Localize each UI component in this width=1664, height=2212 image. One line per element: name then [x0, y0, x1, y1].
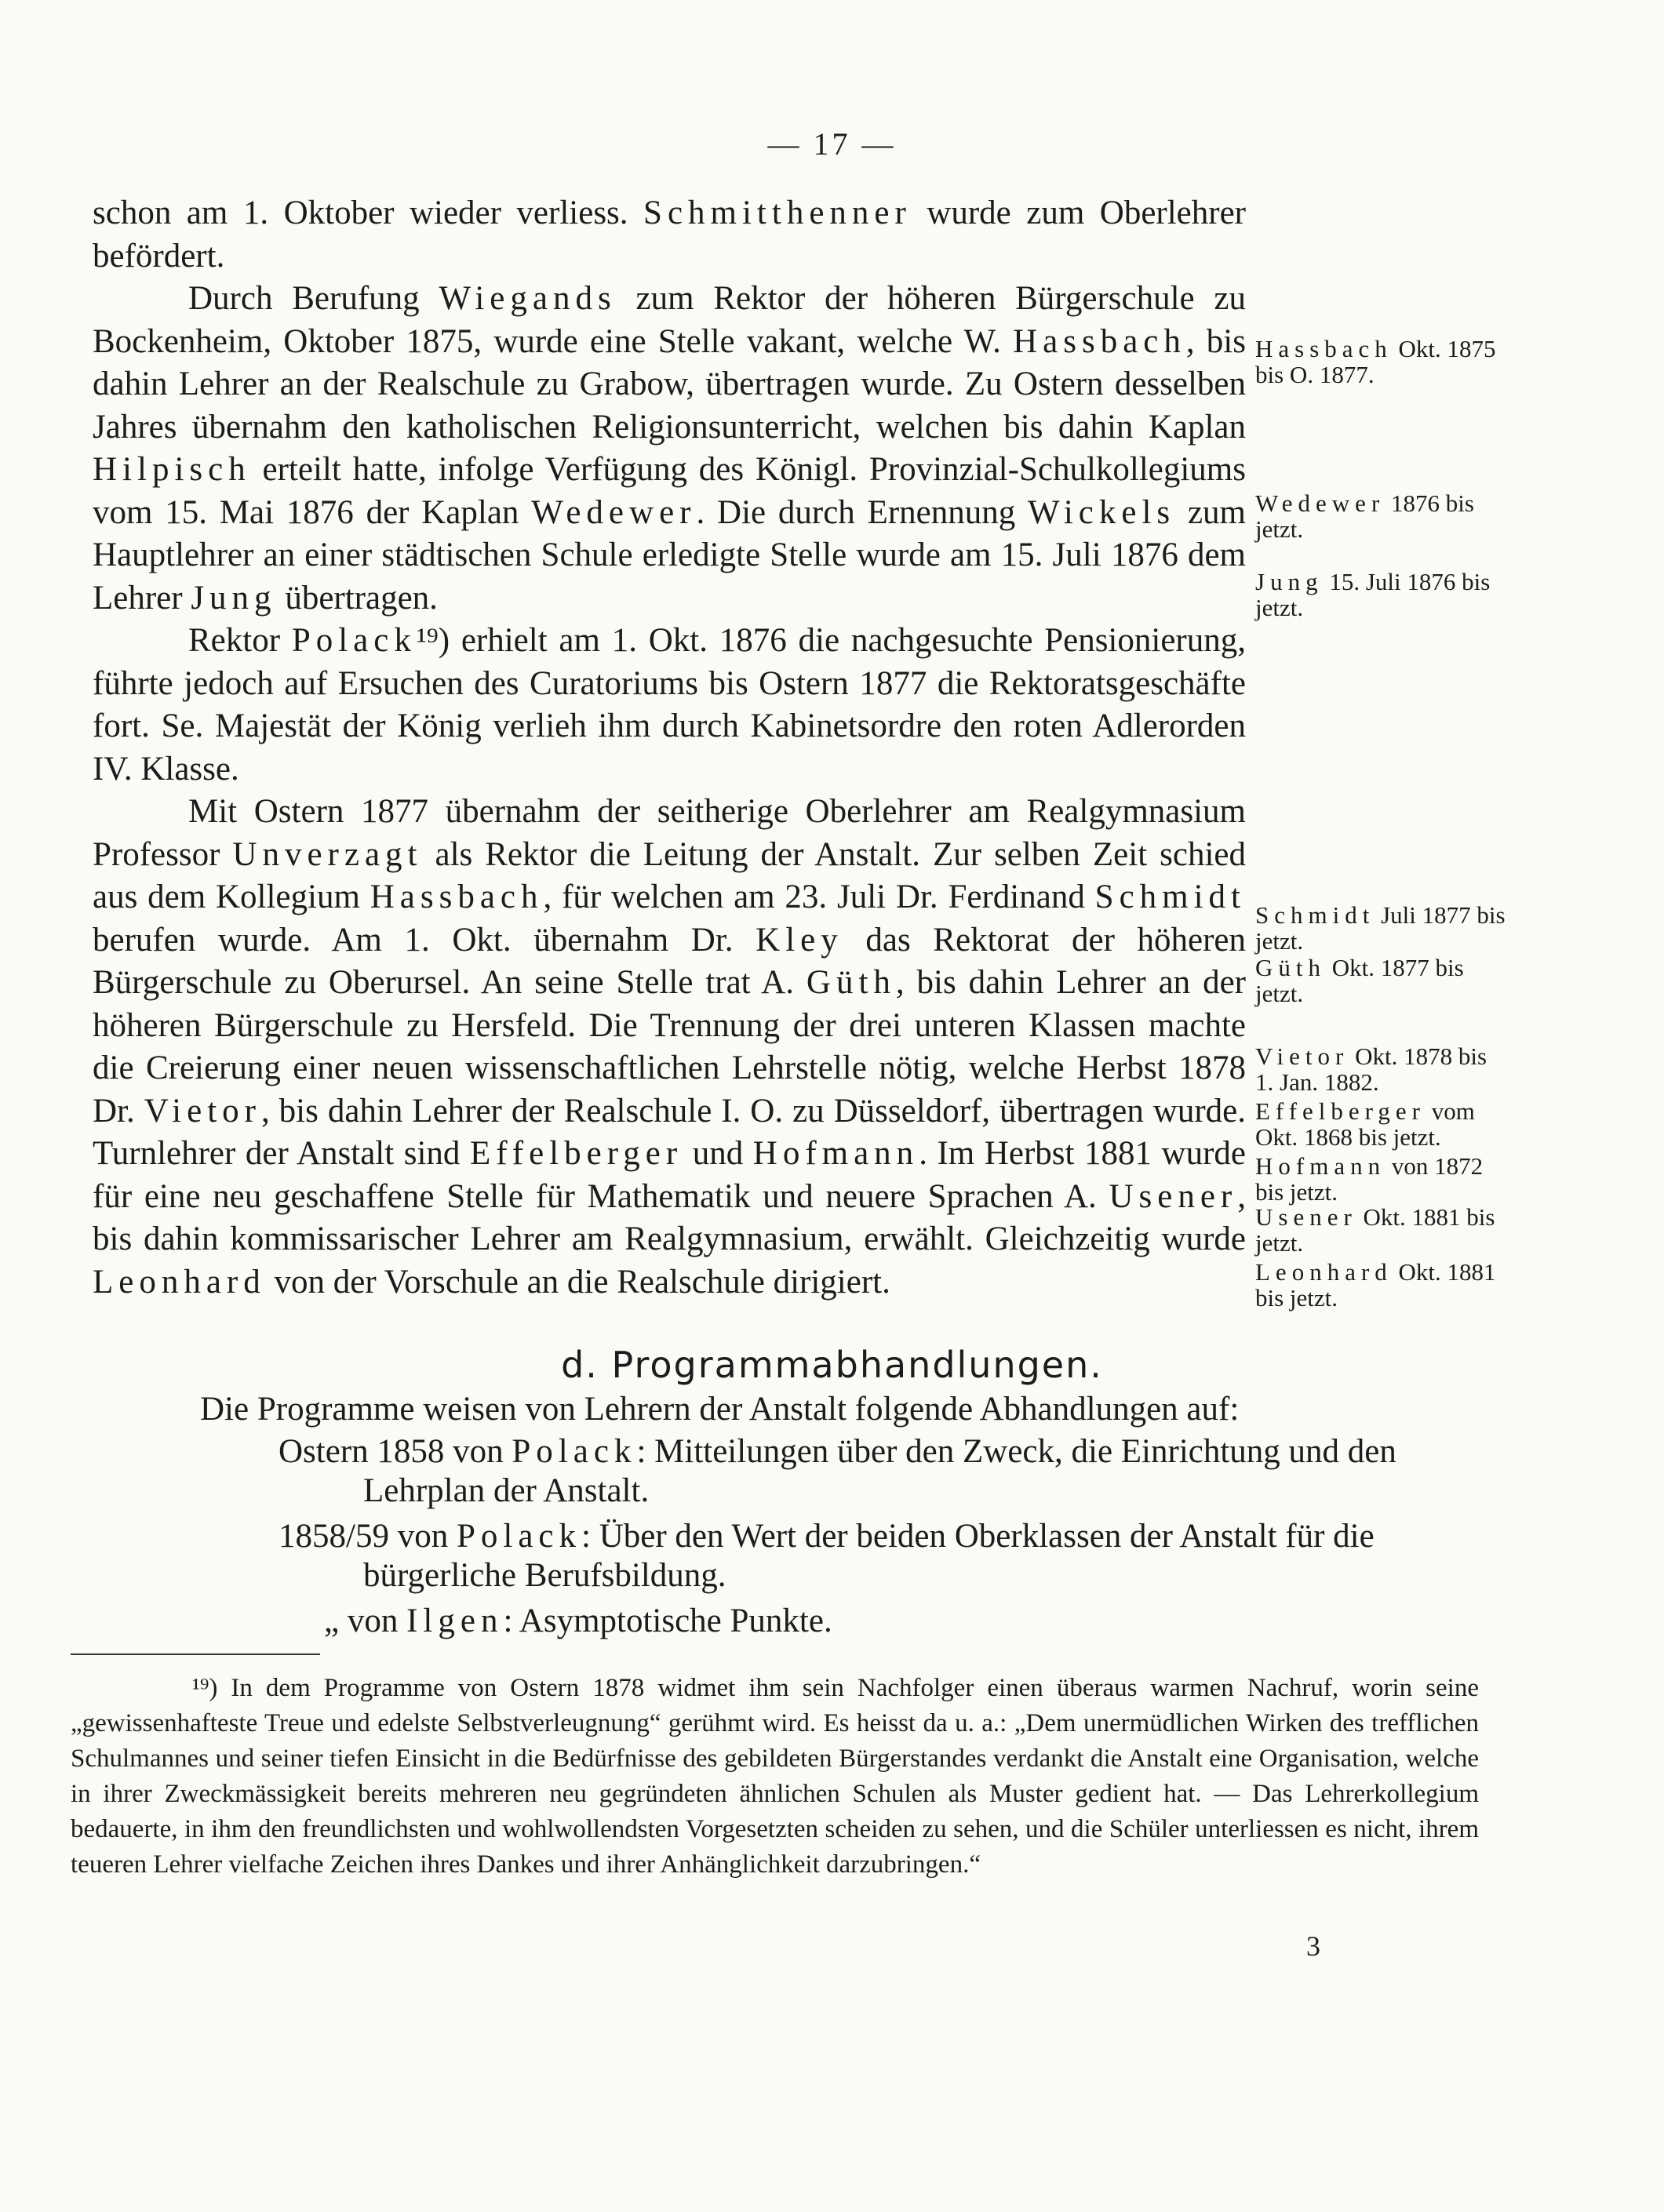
- paragraph-text: wurde zum Oberlehrer befördert.: [93, 195, 1246, 275]
- paragraph-text: , bis dahin Lehrer der Realschule I. O. zu Düsseldorf, übertragen wurde. Turnlehrer der Anstalt sind: [93, 1092, 1246, 1172]
- paragraph-text: . Die durch Ernennung: [696, 493, 1028, 531]
- person-name: Schmitthenner: [643, 195, 912, 231]
- program-item: [279, 1517, 1487, 1595]
- main-text: [93, 192, 1246, 1304]
- person-name: Hassbach: [370, 879, 544, 915]
- paragraph-text: und: [683, 1135, 753, 1172]
- margin-note-usener: [1255, 1204, 1506, 1256]
- paragraph-text: Durch Berufung: [188, 280, 439, 317]
- program-intro: Die Programme weisen von Lehrern der Anstalt folgende Abhandlungen auf:: [200, 1391, 1240, 1428]
- paragraph-text: Mit Ostern 1877 übernahm der seitherige Oberlehrer am Realgymnasium Professor: [93, 793, 1246, 873]
- margin-note-name: Jung: [1255, 568, 1324, 595]
- footnote-divider: [71, 1654, 320, 1655]
- margin-note-name: Hofmann: [1255, 1152, 1386, 1180]
- program-date: „ von: [324, 1603, 407, 1639]
- program-author: Polack: [512, 1433, 637, 1470]
- margin-note-name: Leonhard: [1255, 1258, 1393, 1286]
- margin-note-text: Okt. 1875 bis O. 1877.: [1255, 335, 1496, 388]
- person-name: Vietor: [144, 1092, 261, 1130]
- margin-note-vietor: [1255, 1043, 1506, 1095]
- margin-note-name: Wedewer: [1255, 489, 1385, 517]
- person-name: Hofmann: [752, 1135, 919, 1172]
- margin-note-text: Juli 1877 bis jetzt.: [1255, 901, 1506, 955]
- paragraph-text: übertragen.: [276, 579, 438, 617]
- paragraph-text: Rektor: [188, 622, 292, 659]
- signature-mark: 3: [1306, 1930, 1320, 1962]
- program-list: [279, 1432, 1487, 1647]
- paragraph-p2: [93, 278, 1246, 620]
- paragraph-text: zum Hauptlehrer an einer städtischen Schule erledigte Stelle wurde am 15. Juli 1876 dem Lehrer: [93, 493, 1246, 617]
- program-title-cont: bürgerliche Berufsbildung.: [363, 1557, 726, 1594]
- paragraph-p1: [93, 192, 1246, 278]
- program-title-cont: Lehrplan der Anstalt.: [363, 1472, 650, 1509]
- margin-note-text: Okt. 1881 bis jetzt.: [1255, 1203, 1495, 1257]
- person-name: Wiegands: [439, 280, 617, 317]
- paragraph-text: von der Vorschule an die Realschule dirigiert.: [265, 1263, 890, 1301]
- margin-note-name: Usener: [1255, 1203, 1357, 1231]
- paragraph-text: erteilt hatte, infolge Verfügung des Königl. Provinzial-Schulkollegiums vom 15. Mai 1876 der Kaplan: [93, 451, 1246, 531]
- paragraph-p4: [93, 791, 1246, 1304]
- person-name: Hassbach: [1013, 322, 1186, 360]
- margin-note-text: Okt. 1878 bis 1. Jan. 1882.: [1255, 1042, 1487, 1096]
- program-date: Ostern 1858 von: [279, 1433, 512, 1470]
- margin-note-name: Vietor: [1255, 1042, 1349, 1070]
- person-name: Polack: [291, 622, 417, 659]
- paragraph-text: , bis dahin kommissarischer Lehrer am Realgymnasium, erwählt. Gleichzeitig wurde: [93, 1177, 1246, 1257]
- footnote: [71, 1671, 1479, 1883]
- margin-note-gueth: [1255, 955, 1506, 1006]
- program-title: : Mitteilungen über den Zweck, die Einrichtung und den: [636, 1433, 1396, 1470]
- person-name: Kley: [756, 921, 843, 959]
- margin-note-text: von 1872 bis jetzt.: [1255, 1152, 1484, 1206]
- person-name: Hilpisch: [93, 451, 251, 488]
- margin-note-name: Hassbach: [1255, 335, 1393, 362]
- margin-note-text: Okt. 1877 bis jetzt.: [1255, 954, 1464, 1007]
- margin-note-leonhard: [1255, 1259, 1506, 1311]
- program-date: 1858/59 von: [279, 1518, 457, 1555]
- margin-note-effelberger: [1255, 1098, 1506, 1150]
- page-number: — 17 —: [767, 126, 897, 162]
- person-name: Usener: [1109, 1177, 1238, 1215]
- paragraph-text: . Im Herbst 1881 wurde für eine neu geschaffene Stelle für Mathematik und neuere Sprachen A.: [93, 1135, 1247, 1215]
- section-heading: d. Programmabhandlungen.: [561, 1344, 1103, 1386]
- paragraph-text: , für welchen am 23. Juli Dr. Ferdinand: [543, 879, 1095, 915]
- person-name: Güth: [806, 964, 896, 1001]
- person-name: Wedewer: [531, 493, 697, 531]
- footnote-text: In dem Programme von Ostern 1878 widmet ihm sein Nachfolger einen überaus warmen Nachruf, worin seine „gewissenhafteste Treue und edelste Selbstverleugnung“ gerühmt wird. Es heisst da u. a.: „Dem unermüdlichen Wirken des trefflichen Schulmannes und seiner tiefen Einsicht in die Bedürfnisse des gebildeten Bürgerstandes verdankt die Anstalt eine Organisation, welche in ihrer Zweckmässigkeit bereits mehreren neu gegründeten ähnlichen Schulen als Muster gedient hat. — Das Lehrerkollegium bedauerte, in ihm den freundlichsten und wohlwollendsten Vorgesetzten scheiden zu sehen, und die Schüler unterliessen es nicht, ihrem teueren Lehrer vielfache Zeichen ihres Dankes und ihrer Anhänglichkeit darzubringen.“: [71, 1674, 1479, 1879]
- margin-note-wedewer: [1255, 490, 1506, 542]
- paragraph-text: schon am 1. Oktober wieder verliess.: [93, 195, 644, 231]
- margin-note-text: 15. Juli 1876 bis jetzt.: [1255, 568, 1491, 621]
- footnote-marker: ¹⁹): [192, 1674, 218, 1702]
- program-author: Polack: [456, 1518, 581, 1555]
- margin-note-text: 1876 bis jetzt.: [1255, 489, 1474, 543]
- margin-note-text: Okt. 1881 bis jetzt.: [1255, 1258, 1496, 1312]
- margin-note-jung: [1255, 569, 1506, 620]
- person-name: Wickels: [1028, 493, 1176, 531]
- margin-note-text: vom Okt. 1868 bis jetzt.: [1255, 1097, 1475, 1151]
- paragraph-text: das Rektorat der höheren Bürgerschule zu Oberursel. An seine Stelle trat A.: [93, 921, 1246, 1001]
- paragraph-text: ¹⁹) erhielt am 1. Okt. 1876 die nachgesuchte Pensionierung, führte jedoch auf Ersuchen des Curatoriums bis Ostern 1877 die Rektoratsgeschäfte fort. Se. Majestät der König verlieh ihm durch Kabinetsordre den roten Adlerorden IV. Klasse.: [93, 622, 1246, 788]
- person-name: Schmidt: [1094, 879, 1246, 915]
- program-title: : Über den Wert der beiden Oberklassen der Anstalt für die: [581, 1518, 1375, 1555]
- program-author: Ilgen: [406, 1603, 504, 1639]
- person-name: Effelberger: [469, 1135, 683, 1172]
- margin-note-name: Schmidt: [1255, 901, 1375, 929]
- margin-note-hofmann: [1255, 1153, 1506, 1205]
- margin-note-name: Güth: [1255, 954, 1326, 981]
- margin-note-hassbach: [1255, 336, 1506, 387]
- person-name: Jung: [191, 579, 277, 617]
- program-title: : Asymptotische Punkte.: [503, 1603, 832, 1639]
- paragraph-p3: [93, 620, 1246, 791]
- paragraph-text: , bis dahin Lehrer an der höheren Bürgerschule zu Hersfeld. Die Trennung der drei unteren Klassen machte die Creierung einer neuen wissenschaftlichen Lehrstelle nötig, welche Herbst 1878 Dr.: [93, 964, 1247, 1130]
- paragraph-text: berufen wurde. Am 1. Okt. übernahm Dr.: [93, 921, 756, 959]
- margin-note-name: Effelberger: [1255, 1097, 1426, 1125]
- paragraph-text: , bis dahin Lehrer an der Realschule zu Grabow, übertragen wurde. Zu Ostern desselben Jahres übernahm den katholischen Religionsunterricht, welchen bis dahin Kaplan: [93, 322, 1246, 446]
- person-name: Unverzagt: [232, 835, 423, 873]
- person-name: Leonhard: [93, 1263, 266, 1301]
- program-item: [279, 1432, 1487, 1511]
- program-item: [279, 1602, 1487, 1641]
- paragraph-text: zum Rektor der höheren Bürgerschule zu Bockenheim, Oktober 1875, wurde eine Stelle vakant, welche W.: [93, 280, 1246, 360]
- paragraph-text: als Rektor die Leitung der Anstalt. Zur selben Zeit schied aus dem Kollegium: [93, 835, 1246, 915]
- margin-note-schmidt: [1255, 902, 1506, 954]
